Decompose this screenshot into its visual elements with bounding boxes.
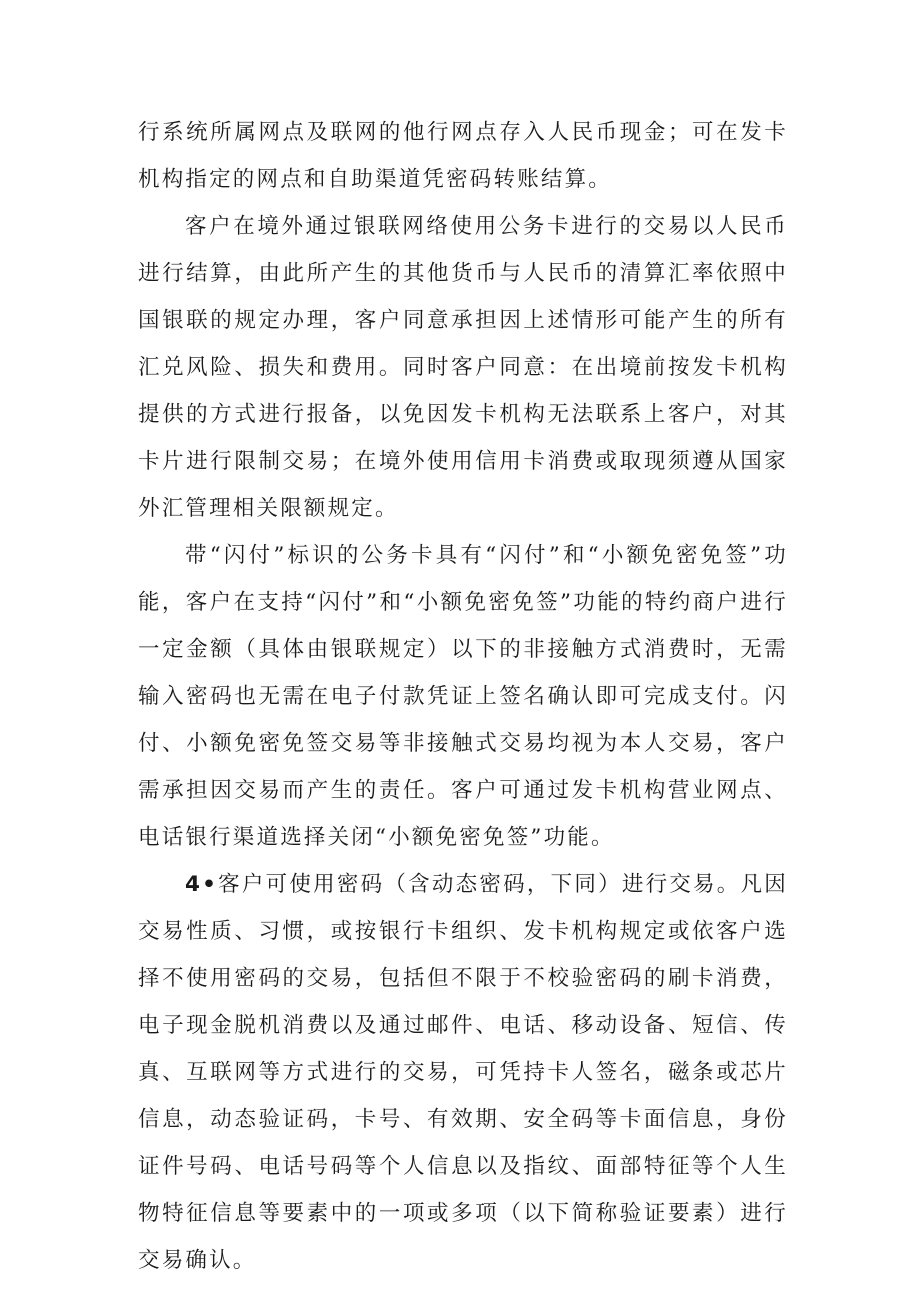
paragraph-1 [138, 109, 788, 203]
paragraph-3-text: 带“闪付”标识的公务卡具有“闪付”和“小额免密免签”功能，客户在支持“闪付”和“小额免密免签”功能的特约商户进行一定金额（具体由银联规定）以下的非接触方式消费时，无需输入密码也无需在电子付款凭证上签名确认即可完成支付。闪付、小额免密免签交易等非接触式交易均视为本人交易，客户需承担因交易而产生的责任。客户可通过发卡机构营业网点、电话银行渠道选择关闭“小额免密免签”功能。 [138, 543, 788, 850]
paragraph-2 [138, 203, 788, 532]
paragraph-4-text: 客户可使用密码（含动态密码，下同）进行交易。凡因交易性质、习惯，或按银行卡组织、发卡机构规定或依客户选择不使用密码的交易，包括但不限于不校验密码的刷卡消费，电子现金脱机消费以及通过邮件、电话、移动设备、短信、传真、互联网等方式进行的交易，可凭持卡人签名，磁条或芯片信息，动态验证码，卡号、有效期、安全码等卡面信息，身份证件号码、电话号码等个人信息以及指纹、面部特征等个人生物特征信息等要素中的一项或多项（以下简称验证要素）进行交易确认。 [138, 872, 788, 1273]
paragraph-2-text: 客户在境外通过银联网络使用公务卡进行的交易以人民币进行结算，由此所产生的其他货币与人民币的清算汇率依照中国银联的规定办理，客户同意承担因上述情形可能产生的所有汇兑风险、损失和费用。同时客户同意：在出境前按发卡机构提供的方式进行报备，以免因发卡机构无法联系上客户，对其卡片进行限制交易；在境外使用信用卡消费或取现须遵从国家外汇管理相关限额规定。 [138, 214, 788, 521]
paragraph-4 [138, 861, 788, 1284]
paragraph-1-text: 行系统所属网点及联网的他行网点存入人民币现金；可在发卡机构指定的网点和自助渠道凭密码转账结算。 [138, 120, 788, 192]
document-page [138, 109, 788, 1284]
item-number: 4• [185, 872, 219, 897]
paragraph-3 [138, 532, 788, 861]
